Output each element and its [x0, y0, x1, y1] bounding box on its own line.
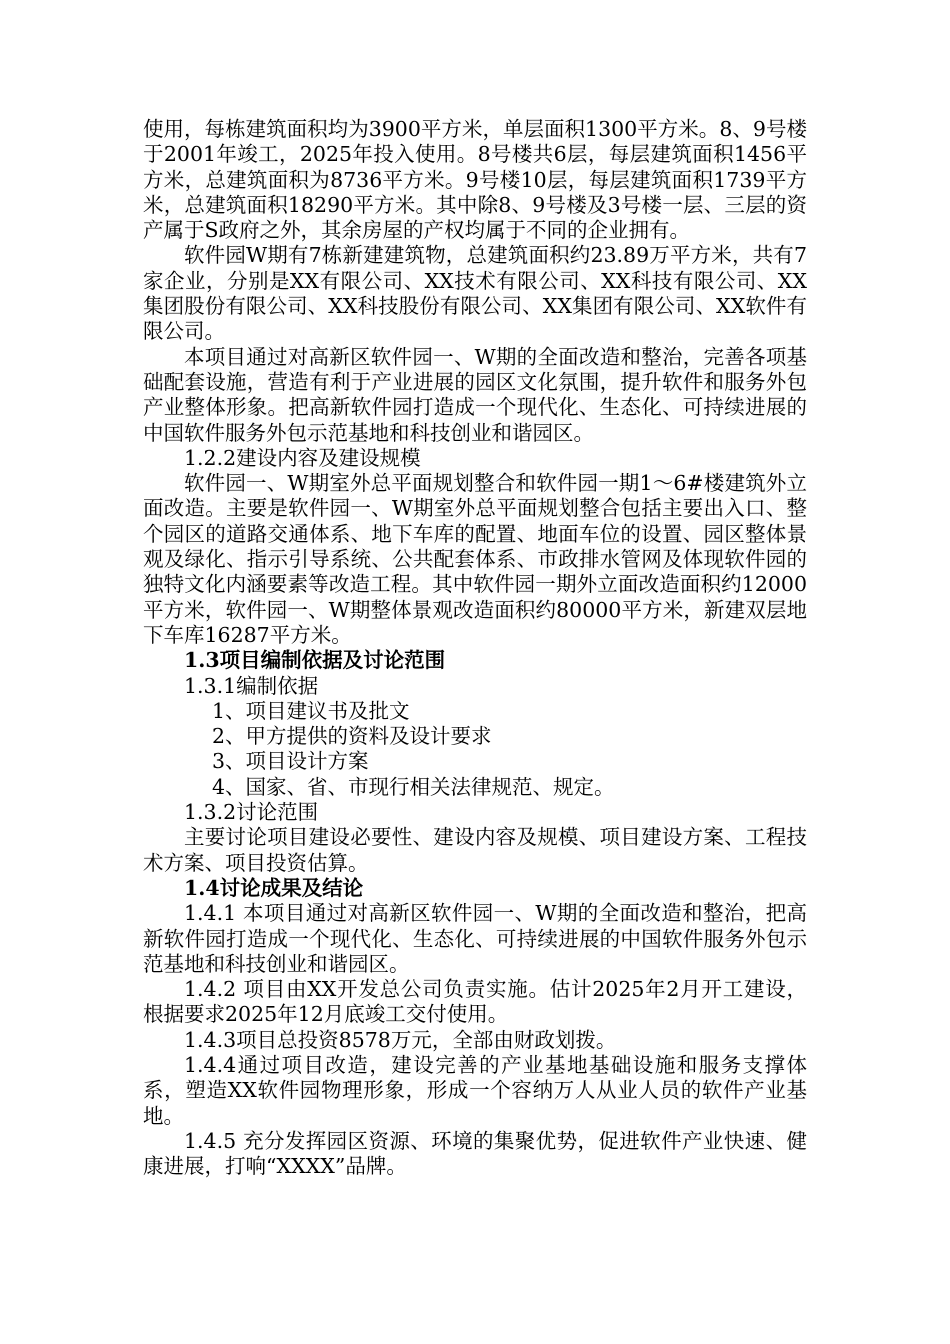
paragraph-construction-content: 软件园一、W期室外总平面规划整合和软件园一期1～6#楼建筑外立面改造。主要是软件园一、W期室外总平面规划整合包括主要出入口、整个园区的道路交通体系、地下车库的配置、地面车位的设置、园区整体景观及绿化、指示引导系统、公共配套体系、市政排水管网及体现软件园的独特文化内涵要素等改造工程。其中软件园一期外立面改造面积约12000平方米，软件园一、W期整体景观改造面积约80000平方米，新建双层地下车库16287平方米。 [143, 471, 807, 647]
paragraph-project-goal: 本项目通过对高新区软件园一、W期的全面改造和整治，完善各项基础配套设施，营造有利于产业进展的园区文化氛围，提升软件和服务外包产业整体形象。把高新软件园打造成一个现代化、生态化、可持续进展的中国软件服务外包示范基地和科技创业和谐园区。 [143, 344, 807, 445]
paragraph-1-4-4: 1.4.4通过项目改造，建设完善的产业基地基础设施和服务支撑体系，塑造XX软件园物理形象，形成一个容纳万人从业人员的软件产业基地。 [143, 1052, 807, 1128]
paragraph-scope: 主要讨论项目建设必要性、建设内容及规模、项目建设方案、工程技术方案、项目投资估算。 [143, 825, 807, 875]
paragraph-1-4-5: 1.4.5 充分发挥园区资源、环境的集聚优势，促进软件产业快速、健康进展，打响“XXXX”品牌。 [143, 1128, 807, 1179]
paragraph-1-4-1: 1.4.1 本项目通过对高新区软件园一、W期的全面改造和整治，把高新软件园打造成一个现代化、生态化、可持续进展的中国软件服务外包示范基地和科技创业和谐园区。 [143, 901, 807, 976]
list-item-4: 4、国家、省、市现行相关法律规范、规定。 [212, 774, 615, 799]
heading-1-3: 1.3项目编制依据及讨论范围 [184, 648, 446, 673]
list-item-2: 2、甲方提供的资料及设计要求 [212, 724, 492, 749]
document-page [143, 117, 807, 1179]
subheading-1-3-1: 1.3.1编制依据 [184, 673, 319, 698]
paragraph-1-4-3: 1.4.3项目总投资8578万元，全部由财政划拨。 [184, 1027, 617, 1052]
list-item-1: 1、项目建议书及批文 [212, 698, 410, 723]
list-item-3: 3、项目设计方案 [212, 749, 369, 774]
paragraph-phase-w: 软件园W期有7栋新建建筑物，总建筑面积约23.89万平方米，共有7家企业，分别是XX有限公司、XX技术有限公司、XX科技有限公司、XX集团股份有限公司、XX科技股份有限公司、XX集团有限公司、XX软件有限公司。 [143, 243, 807, 344]
paragraph-continuation: 使用，每栋建筑面积均为3900平方米，单层面积1300平方米。8、9号楼于2001年竣工，2025年投入使用。8号楼共6层，每层建筑面积1456平方米，总建筑面积为8736平方米。9号楼10层，每层建筑面积1739平方米，总建筑面积18290平方米。其中除8、9号楼及3号楼一层、三层的资产属于S政府之外，其余房屋的产权均属于不同的企业拥有。 [143, 117, 807, 243]
heading-1-4: 1.4讨论成果及结论 [184, 875, 364, 900]
paragraph-1-4-2: 1.4.2 项目由XX开发总公司负责实施。估计2025年2月开工建设，根据要求2025年12月底竣工交付使用。 [143, 977, 807, 1027]
subheading-1-2-2: 1.2.2建设内容及建设规模 [184, 445, 421, 470]
subheading-1-3-2: 1.3.2讨论范围 [184, 800, 319, 825]
